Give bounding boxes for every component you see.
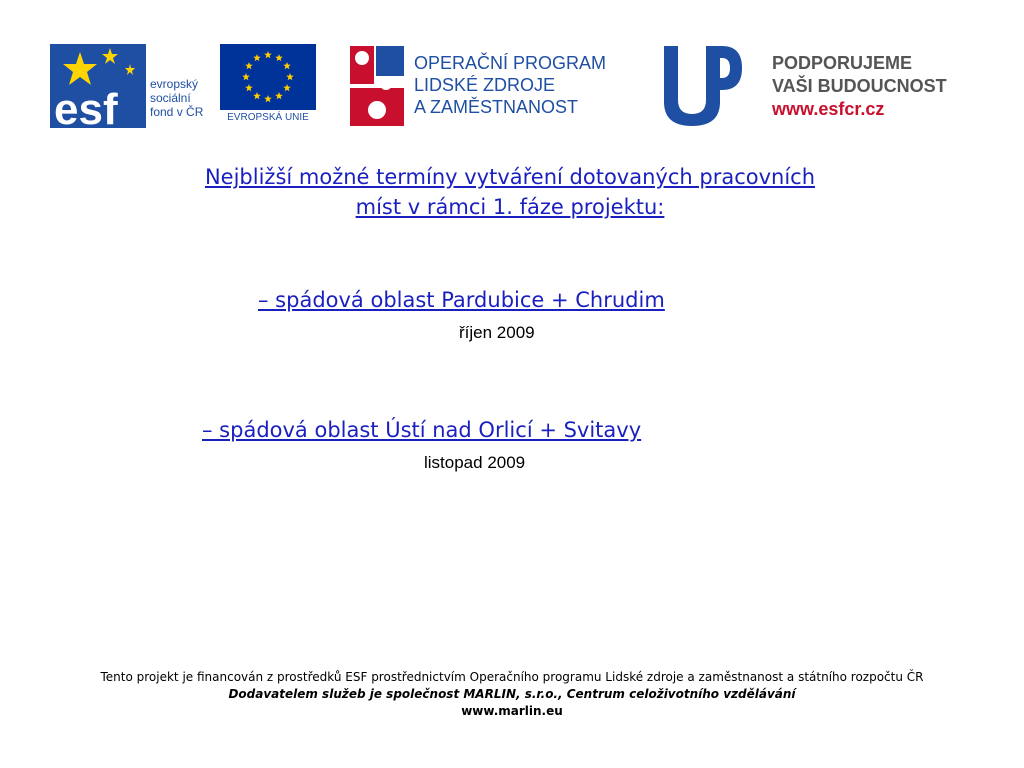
- puzzle-icon: [348, 44, 408, 128]
- region-period: listopad 2009: [424, 453, 526, 472]
- pv-mark-icon: [660, 44, 750, 128]
- region-heading: – spádová oblast Ústí nad Orlicí + Svitavy: [202, 418, 642, 442]
- op-lzz-logo: [348, 44, 638, 128]
- esf-line: fond v ČR: [150, 105, 204, 119]
- footer-website: www.marlin.eu: [461, 704, 563, 718]
- esf-line: sociální: [150, 91, 191, 105]
- pv-logo-text: [772, 52, 947, 121]
- title-line: míst v rámci 1. fáze projektu:: [355, 195, 665, 219]
- op-logo-text: [414, 52, 606, 118]
- op-line: OPERAČNÍ PROGRAM: [414, 53, 607, 73]
- op-line: LIDSKÉ ZDROJE: [414, 75, 556, 95]
- esf-logo: [50, 44, 215, 128]
- eu-flag-logo: [220, 44, 316, 128]
- page-title: [60, 162, 960, 222]
- esf-mark-text: esf: [54, 85, 118, 128]
- footer-funding-note: Tento projekt je financován z prostředků ESF prostřednictvím Operačního programu Lidské zdroje a zaměstnanost a státního rozpočtu ČR: [100, 670, 924, 684]
- region-period: říjen 2009: [459, 323, 535, 342]
- esf-line: evropský: [150, 77, 199, 91]
- eu-label: EVROPSKÁ UNIE: [227, 112, 309, 123]
- title-line: Nejbližší možné termíny vytváření dotovaných pracovních: [204, 165, 816, 189]
- footer-supplier: Dodavatelem služeb je společnost MARLIN, s.r.o., Centrum celoživotního vzdělávání: [228, 687, 796, 701]
- pv-line: PODPORUJEME: [772, 53, 913, 73]
- pv-logo: [660, 44, 970, 128]
- esfcr-url: www.esfcr.cz: [772, 99, 885, 119]
- pv-line: VAŠI BUDOUCNOST: [772, 76, 947, 96]
- esf-logo-text: [150, 77, 203, 119]
- region-heading: – spádová oblast Pardubice + Chrudim: [258, 288, 665, 312]
- op-line: A ZAMĚSTNANOST: [414, 97, 579, 117]
